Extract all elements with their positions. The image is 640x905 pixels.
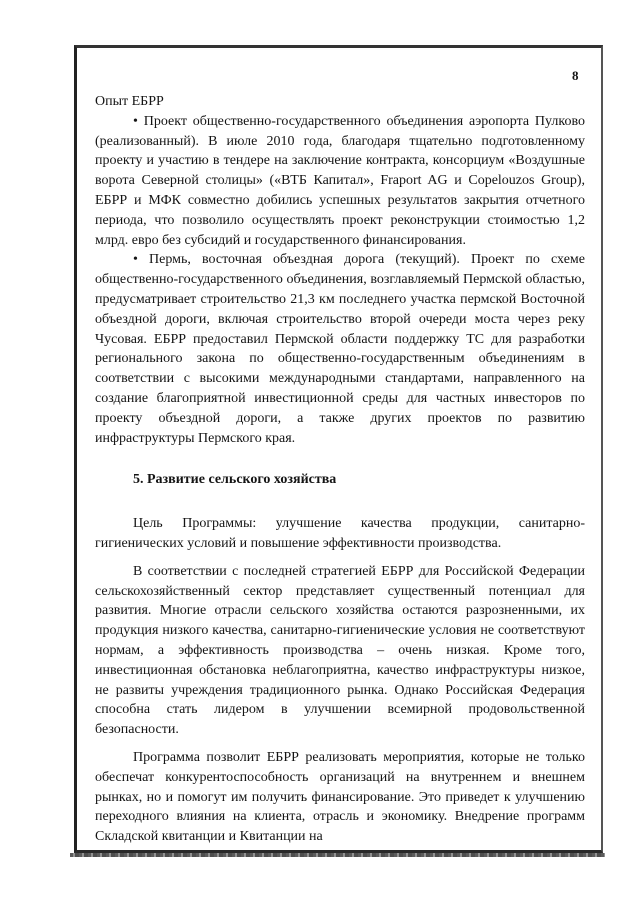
page-number: 8 <box>572 68 579 83</box>
section-title-agriculture: 5. Развитие сельского хозяйства <box>133 472 337 488</box>
ebrd-experience-heading: Опыт ЕБРР <box>95 94 164 109</box>
paragraph-program-goal: Цель Программы: улучшение качества продукции, санитарно-гигиенических условий и повышение эффективности производства. <box>95 516 585 551</box>
bullet-perm-bypass-project: • Пермь, восточная объездная дорога (текущий). Проект по схеме общественно-государственного объединения, возглавляемый Пермской областью, предусматривает строительство 21,3 км последнего участка пермской Восточной объездной дороги, включая строительство второй очереди моста через реку Чусовая. ЕБРР предоставил Пермской области поддержку ТС для разработки регионального закона по общественно-государственным объединениям в соответствии с высокими международными стандартами, направленного на создание благоприятной инвестиционной среды для частных инвесторов по проекту объездной дороги, а также других проектов по развитию инфраструктуры Пермского края. <box>95 252 585 446</box>
scan-edge-artifact <box>70 853 605 857</box>
paragraph-program-benefits: Программа позволит ЕБРР реализовать мероприятия, которые не только обеспечат конкурентоспособность организаций на внутреннем и внешнем рынках, но и помогут им получить финансирование. Это приведет к улучшению переходного влияния на клиента, отрасль и экономику. Внедрение программ Складской квитанции и Квитанции на <box>95 749 585 845</box>
paragraph-strategy: В соответствии с последней стратегией ЕБРР для Российской Федерации сельскохозяйственный сектор представляет существенный потенциал для развития. Многие отрасли сельского хозяйства остаются разрозненными, их продукция низкого качества, санитарно-гигиенические условия не соответствуют нормам, а эффективность производства – очень низкая. Кроме того, инвестиционная обстановка неблагоприятна, качество инфраструктуры низкое, не развиты учреждения традиционного рынка. Однако Российская Федерация способна стать лидером в улучшении всемирной продовольственной безопасности. <box>95 563 585 738</box>
document-body <box>95 92 585 847</box>
bullet-pulkovo-project: • Проект общественно-государственного объединения аэропорта Пулково (реализованный). В июле 2010 года, благодаря тщательно подготовленному проекту и участию в тендере на заключение контракта, консорциум «Воздушные ворота Северной столицы» («ВТБ Капитал», Fraport AG и Copelouzos Group), ЕБРР и МФК совместно добились успешных результатов закрытия отчетного периода, что позволило осуществлять проект реконструкции стоимостью 1,2 млрд. евро без субсидий и государственного финансирования. <box>95 113 585 248</box>
